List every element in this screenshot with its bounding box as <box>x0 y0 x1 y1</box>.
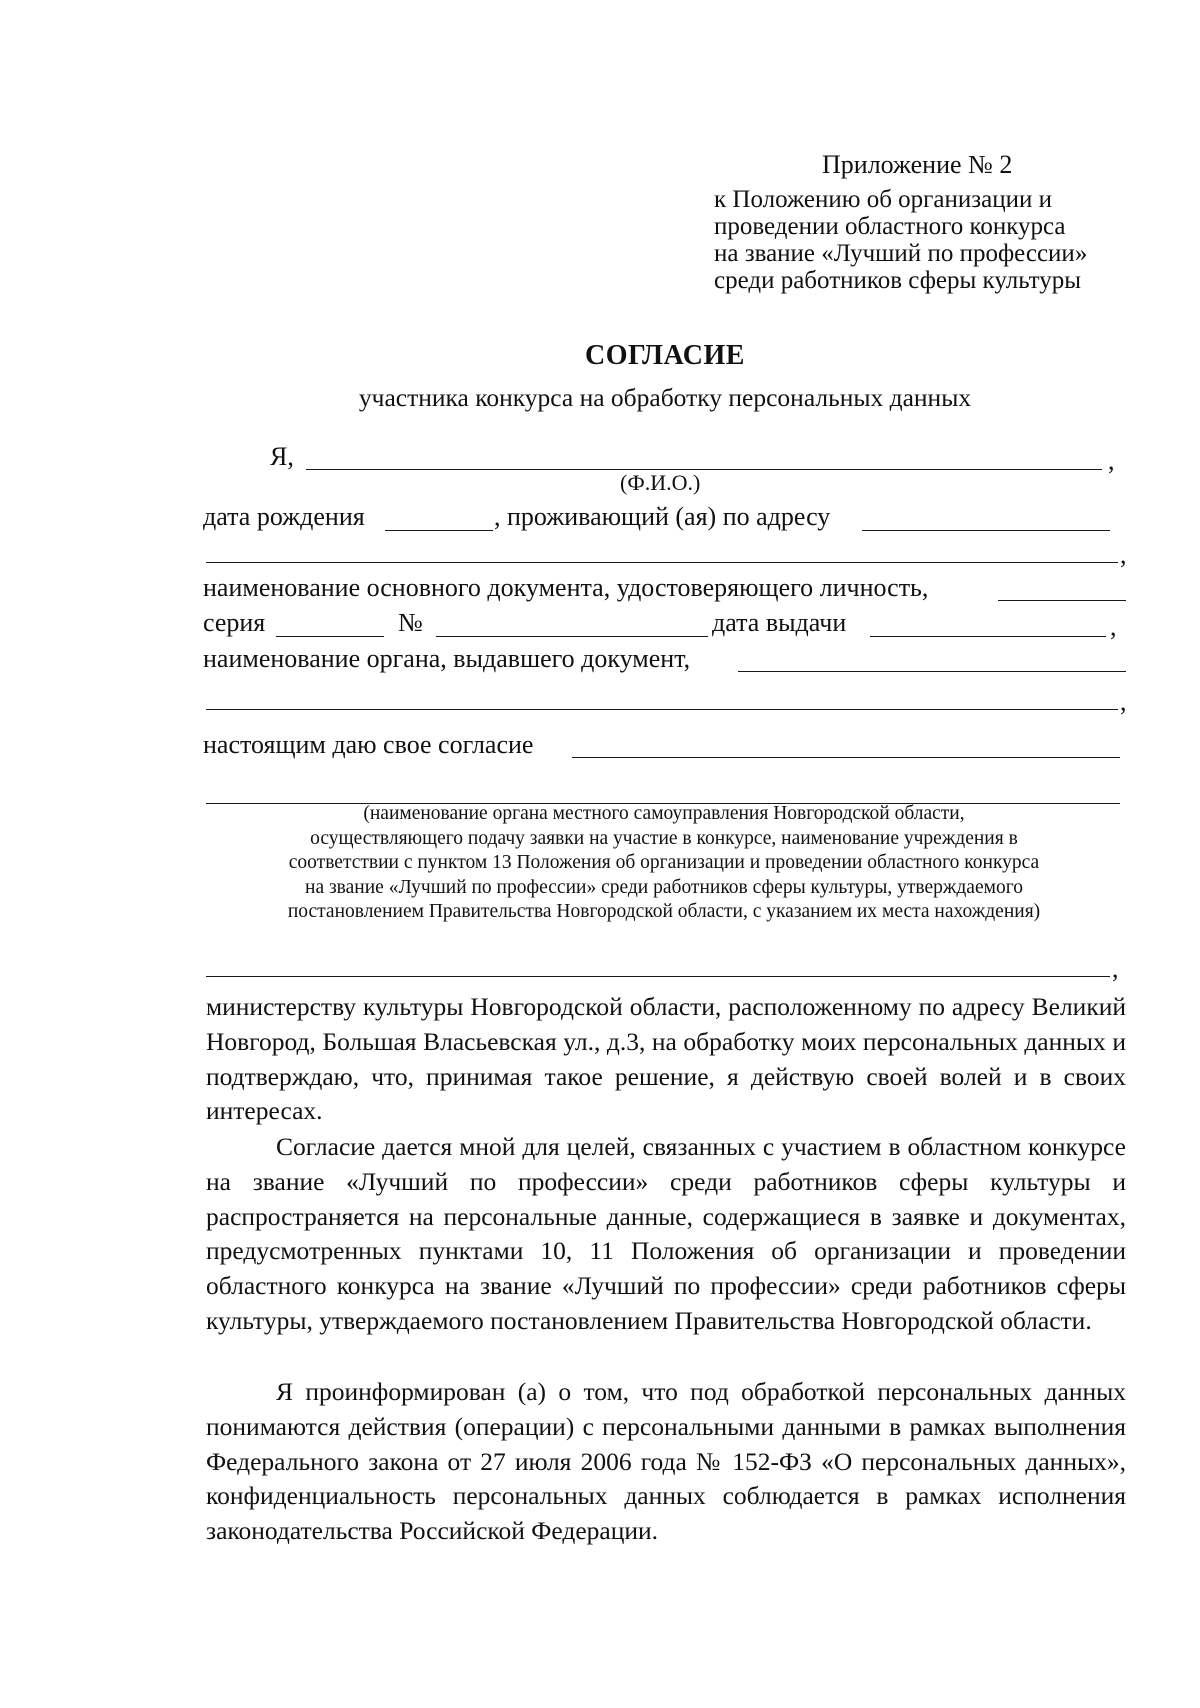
comma: , <box>1120 687 1127 716</box>
id-document-field[interactable] <box>998 600 1126 601</box>
comma: , <box>1110 612 1117 641</box>
issuer-field-continued[interactable] <box>206 709 1118 710</box>
appendix-reference <box>714 186 1087 294</box>
number-label: № <box>398 608 423 637</box>
appendix-line: среди работников сферы культуры <box>714 267 1082 294</box>
caption-line: соответствии с пунктом 13 Положения об организации и проведении областного конкурса <box>288 852 1040 873</box>
birth-date-label: дата рождения <box>203 502 365 531</box>
appendix-title: Приложение № 2 <box>822 150 1013 179</box>
series-label: серия <box>203 608 266 637</box>
organization-field-caption <box>206 802 1122 925</box>
caption-line: постановлением Правительства Новгородской области, с указанием их места нахождения) <box>287 901 1041 922</box>
issue-date-field[interactable] <box>870 636 1106 637</box>
issuer-field[interactable] <box>738 671 1126 672</box>
ya-label: Я, <box>270 442 294 471</box>
body-paragraph-2: Согласие дается мной для целей, связанных с участием в областном конкурсе на звание «Лучший по профессии» среди работников сферы культуры и распространяется на персональные данные, содержащиеся в заявке и документах, предусмотренных пунктами 10, 11 Положения об организации и проведении областного конкурса на звание «Лучший по профессии» среди работников сферы культуры, утверждаемого постановлением Правительства Новгородской области. <box>206 1132 1126 1335</box>
address-field-continued[interactable] <box>206 562 1118 563</box>
comma: , <box>1120 540 1127 569</box>
caption-line: осуществляющего подачу заявки на участие в конкурсе, наименование учреждения в <box>310 827 1018 849</box>
body-paragraph-1: министерству культуры Новгородской области, расположенному по адресу Великий Новгород, Большая Власьевская ул., д.3, на обработку моих персональных данных и подтверждаю, что, принимая такое решение, я действую своей волей и в своих интересах. <box>206 992 1126 1126</box>
birth-date-field[interactable] <box>385 530 493 531</box>
fio-caption: (Ф.И.О.) <box>620 470 701 495</box>
caption-line: на звание «Лучший по профессии» среди работников сферы культуры, утверждаемого <box>305 876 1023 898</box>
organization-address-field[interactable] <box>206 976 1110 977</box>
caption-line: (наименование органа местного самоуправления Новгородской области, <box>363 803 965 824</box>
id-document-label: наименование основного документа, удостоверяющего личность, <box>203 573 929 602</box>
document-title: СОГЛАСИЕ <box>585 340 745 371</box>
consent-label: настоящим даю свое согласие <box>203 730 534 759</box>
appendix-line: на звание «Лучший по профессии» <box>714 240 1088 267</box>
address-field[interactable] <box>862 530 1110 531</box>
body-paragraph-3: Я проинформирован (а) о том, что под обработкой персональных данных понимаются действия (операции) с персональными данными в рамках выполнения Федерального закона от 27 июля 2006 года № 152-ФЗ «О персональных данных», конфиденциальность персональных данных соблюдается в рамках исполнения законодательства Российской Федерации. <box>206 1377 1126 1546</box>
issue-date-label: дата выдачи <box>712 608 847 637</box>
number-field[interactable] <box>436 636 708 637</box>
comma: , <box>1108 446 1115 475</box>
appendix-line: к Положению об организации и <box>714 186 1053 213</box>
issuer-label: наименование органа, выдавшего документ, <box>203 644 691 673</box>
address-label: , проживающий (ая) по адресу <box>494 502 831 531</box>
series-field[interactable] <box>276 636 384 637</box>
comma: , <box>1112 954 1119 983</box>
document-subtitle: участника конкурса на обработку персональных данных <box>358 383 972 412</box>
appendix-line: проведении областного конкурса <box>714 213 1066 240</box>
fio-field[interactable] <box>306 469 1102 470</box>
consent-recipient-field[interactable] <box>572 757 1120 758</box>
